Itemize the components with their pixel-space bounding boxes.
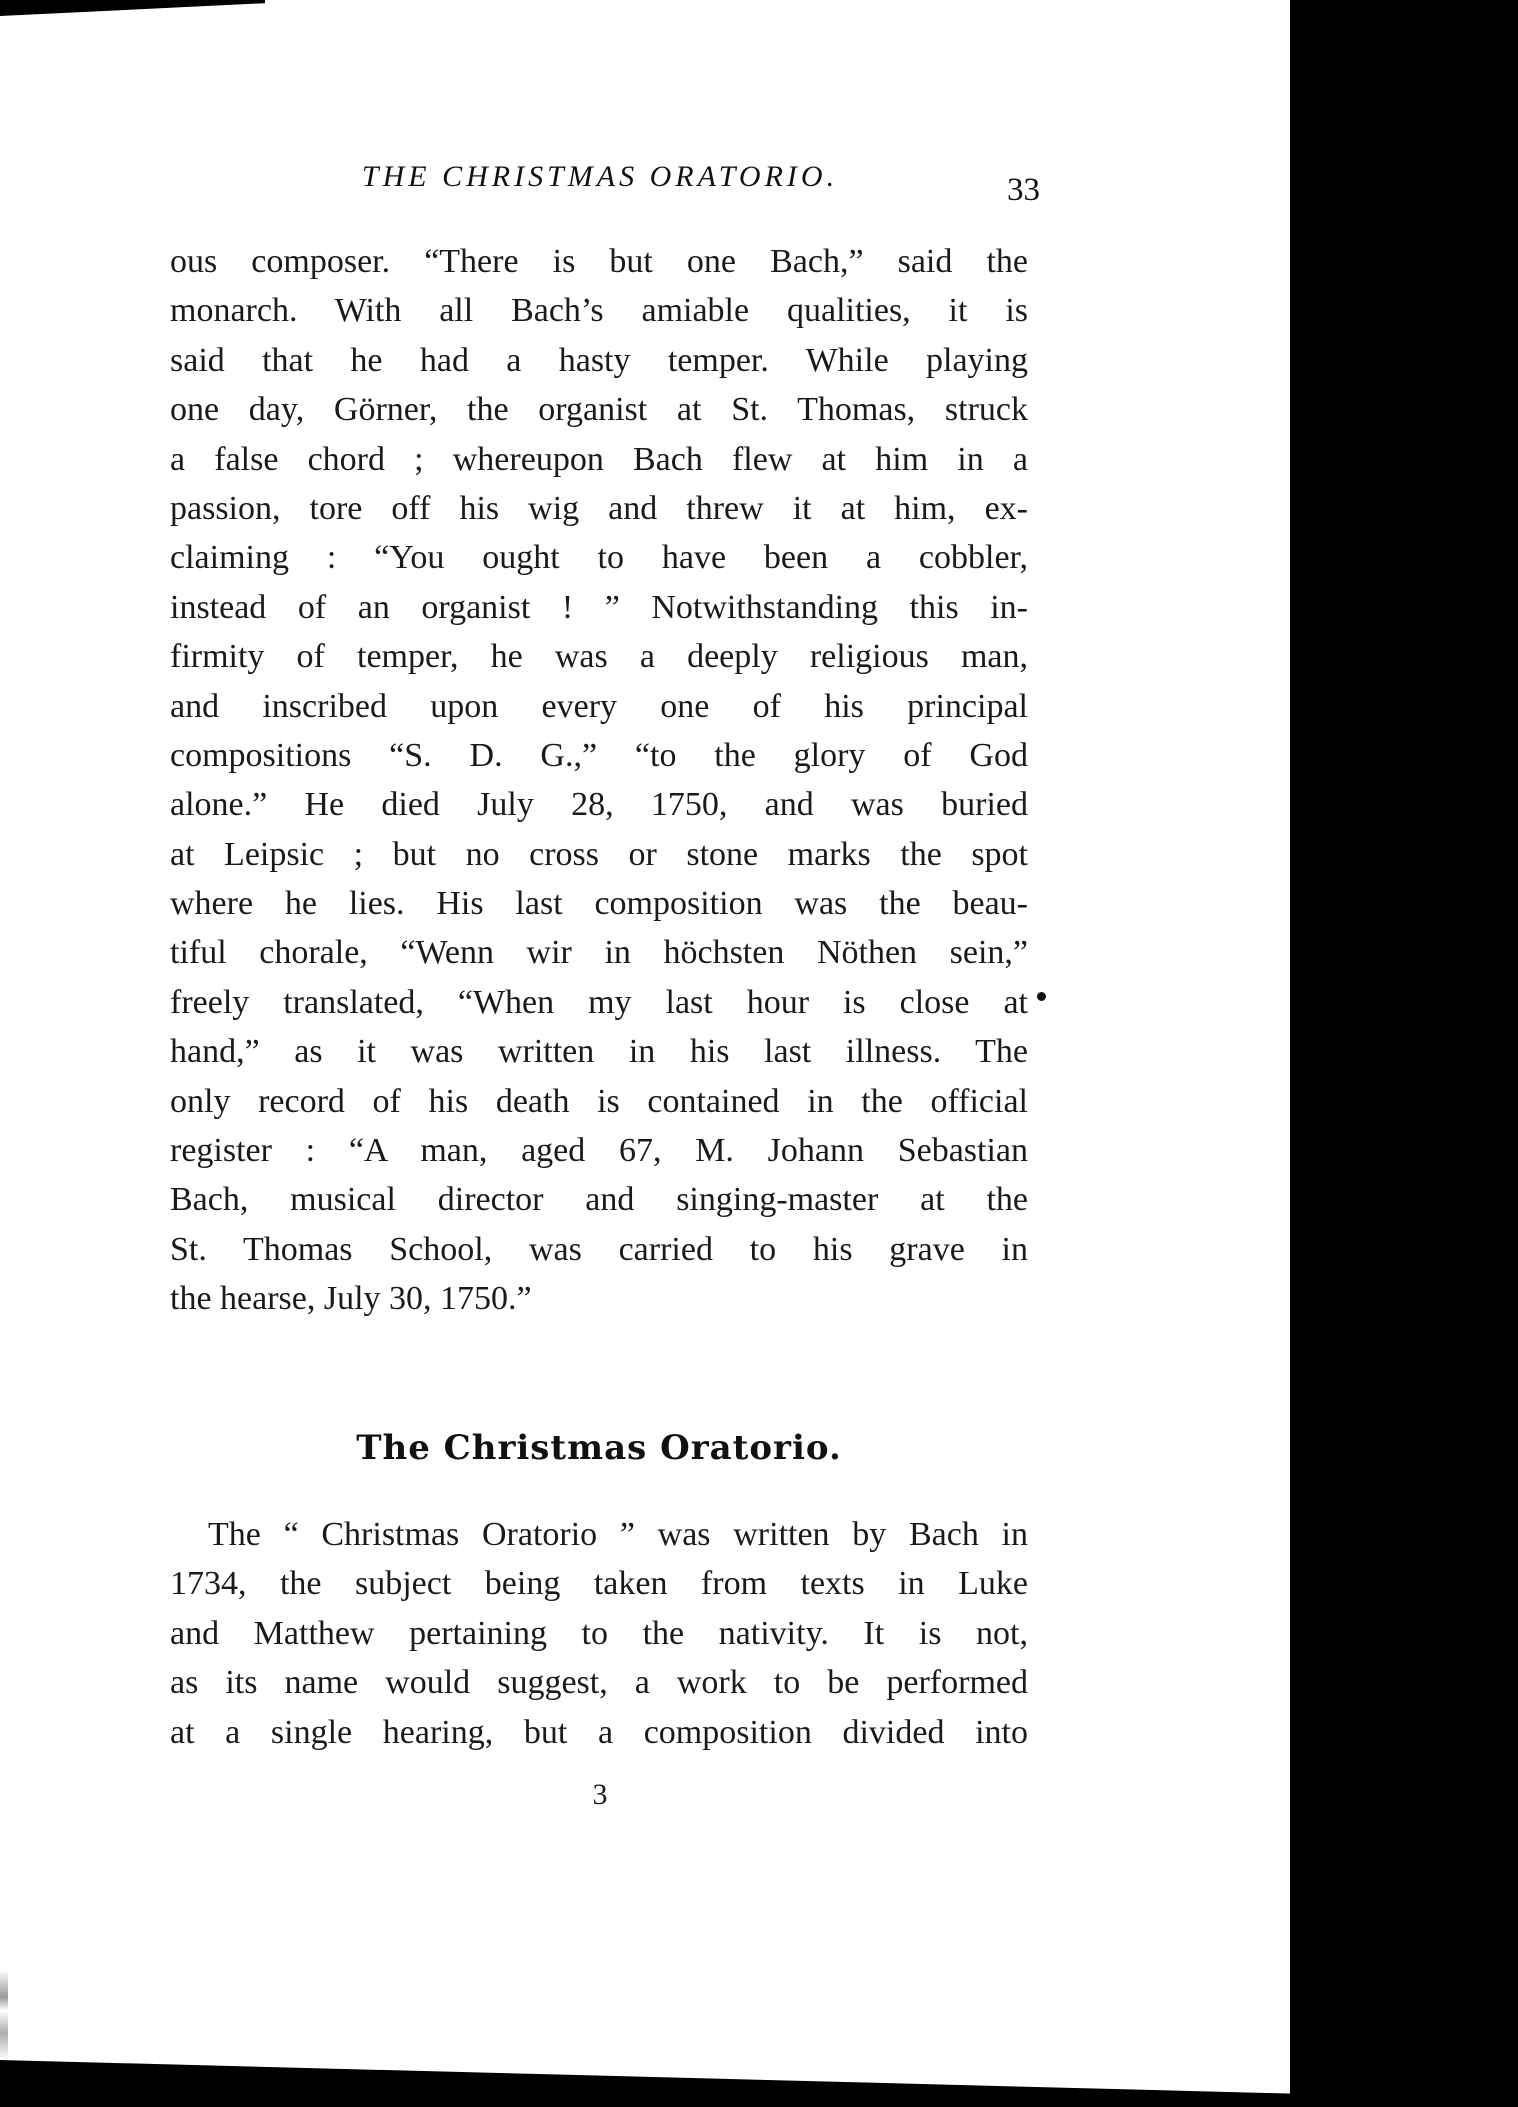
text-line: ous composer. “There is but one Bach,” said the bbox=[170, 243, 1028, 280]
text-line: St. Thomas School, was carried to his grave in bbox=[170, 1230, 1028, 1268]
text-line: The “ Christmas Oratorio ” was written by Bach in bbox=[208, 1516, 1028, 1553]
text-line: and inscribed upon every one of his principal bbox=[170, 687, 1028, 725]
text-line: tiful chorale, “Wenn wir in höchsten Nöthen sein,” bbox=[170, 934, 1028, 972]
scan-artifact-bottom bbox=[0, 2060, 1300, 2107]
margin-mark bbox=[1037, 992, 1046, 1001]
text-line: as its name would suggest, a work to be performed bbox=[170, 1664, 1028, 1702]
section-heading: The Christmas Oratorio. bbox=[356, 1428, 842, 1468]
page-number: 33 bbox=[1007, 172, 1040, 208]
text-line: passion, tore off his wig and threw it at him, ex- bbox=[170, 489, 1028, 527]
text-line: a false chord ; whereupon Bach flew at him in a bbox=[170, 440, 1028, 478]
text-line: said that he had a hasty temper. While playing bbox=[170, 341, 1028, 379]
text-line: one day, Görner, the organist at St. Thomas, struck bbox=[170, 391, 1028, 429]
text-line: at Leipsic ; but no cross or stone marks the spot bbox=[170, 835, 1028, 873]
scan-artifact-left bbox=[0, 1970, 8, 2060]
running-head: THE CHRISTMAS ORATORIO. bbox=[361, 160, 839, 193]
text-line: freely translated, “When my last hour is close at bbox=[170, 983, 1028, 1021]
text-line: claiming : “You ought to have been a cobbler, bbox=[170, 539, 1028, 577]
text-line: firmity of temper, he was a deeply religious man, bbox=[170, 638, 1028, 676]
text-line: register : “A man, aged 67, M. Johann Sebastian bbox=[170, 1132, 1028, 1170]
scan-black-edge bbox=[1290, 0, 1518, 2107]
scan-artifact-top bbox=[0, 0, 265, 16]
text-line: and Matthew pertaining to the nativity. It is not, bbox=[170, 1614, 1028, 1652]
text-line: Bach, musical director and singing-master at the bbox=[170, 1181, 1028, 1219]
text-line: 1734, the subject being taken from texts in Luke bbox=[170, 1565, 1028, 1603]
text-line: monarch. With all Bach’s amiable qualities, it is bbox=[170, 292, 1028, 330]
text-line: instead of an organist ! ” Notwithstanding this in- bbox=[170, 588, 1028, 626]
oratorio-paragraph bbox=[170, 1510, 1028, 1757]
text-line: hand,” as it was written in his last illness. The bbox=[170, 1033, 1028, 1071]
text-line: the hearse, July 30, 1750.” bbox=[170, 1280, 532, 1318]
text-line: at a single hearing, but a composition divided into bbox=[170, 1713, 1028, 1751]
text-line: where he lies. His last composition was the beau- bbox=[170, 885, 1028, 923]
biography-paragraph bbox=[170, 237, 1028, 1324]
text-line: compositions “S. D. G.,” “to the glory of God bbox=[170, 736, 1028, 774]
signature-mark: 3 bbox=[592, 1778, 608, 1811]
text-line: alone.” He died July 28, 1750, and was buried bbox=[170, 786, 1028, 824]
text-line: only record of his death is contained in the official bbox=[170, 1082, 1028, 1120]
